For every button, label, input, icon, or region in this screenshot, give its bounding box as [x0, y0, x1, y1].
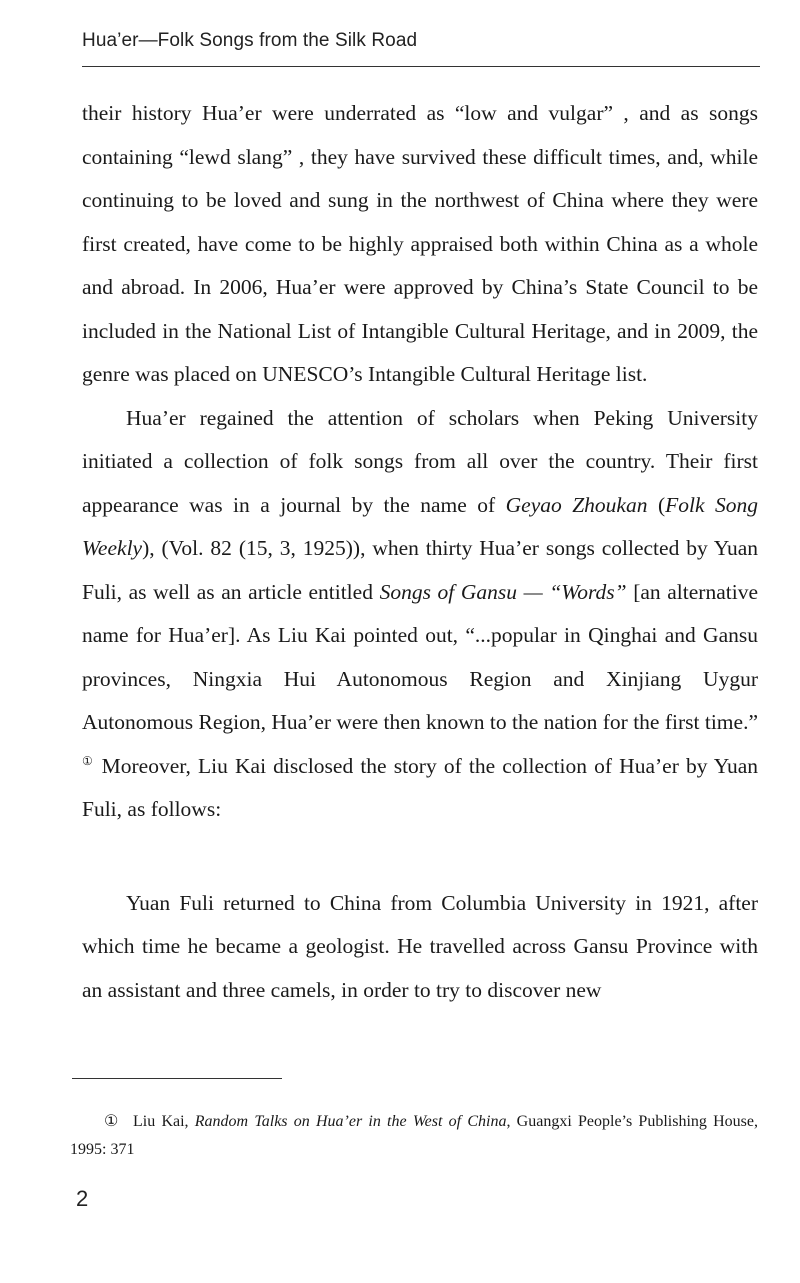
journal-title-translation: Folk Song Weekly	[82, 492, 758, 560]
body-text	[82, 92, 758, 1012]
p2-text-4: [an alternative name for Hua’er]. As Liu Kai pointed out, “...popular in Qinghai and Gansu provinces, Ningxia Hui Autonomous Region and Xinjiang Uygur Autonomous Region, Hua’er were then known to the nation for the first time.”	[82, 579, 758, 734]
p2-text-5: Moreover, Liu Kai disclosed the story of the collection of Hua’er by Yuan Fuli, as follows:	[82, 753, 758, 821]
paragraph-1: their history Hua’er were underrated as “low and vulgar” , and as songs containing “lewd slang” , they have survived these difficult times, and, while continuing to be loved and sung in the northwest of China where they were first created, have come to be highly appraised both within China as a whole and abroad. In 2006, Hua’er were approved by China’s State Council to be included in the National List of Intangible Cultural Heritage, and in 2009, the genre was placed on UNESCO’s Intangible Cultural Heritage list.	[82, 101, 758, 386]
footnote-rule	[72, 1078, 282, 1079]
article-title: Songs of Gansu — “Words”	[379, 579, 627, 604]
footnote-publisher: , Guangxi People’s Publishing House, 1995: 371	[70, 1113, 758, 1158]
footnote-author: Liu Kai,	[133, 1113, 195, 1130]
page-number: 2	[76, 1186, 89, 1211]
paragraph-2	[82, 397, 758, 832]
footnote-marker: ①	[104, 1113, 121, 1130]
p2-text-1: Hua’er regained the attention of scholars when Peking University initiated a collection of folk songs from all over the country. Their first appearance was in a journal by the name of	[82, 405, 758, 517]
footnote	[70, 1108, 758, 1164]
paragraph-3: Yuan Fuli returned to China from Columbia University in 1921, after which time he became a geologist. He travelled across Gansu Province with an assistant and three camels, in order to try to discover new	[82, 890, 758, 1002]
running-head-title: Hua’er—Folk Songs from the Silk Road	[82, 30, 418, 51]
p2-text-3: ), (Vol. 82 (15, 3, 1925)), when thirty Hua’er songs collected by Yuan Fuli, as well as an article entitled	[82, 536, 758, 604]
header-rule	[82, 66, 760, 67]
block-quote-gap	[82, 832, 758, 882]
footnote-book-title: Random Talks on Hua’er in the West of China	[194, 1113, 507, 1130]
p2-text-2: (	[647, 492, 666, 517]
footnote-reference[interactable]: ①	[82, 753, 95, 768]
journal-title: Geyao Zhoukan	[505, 492, 648, 517]
